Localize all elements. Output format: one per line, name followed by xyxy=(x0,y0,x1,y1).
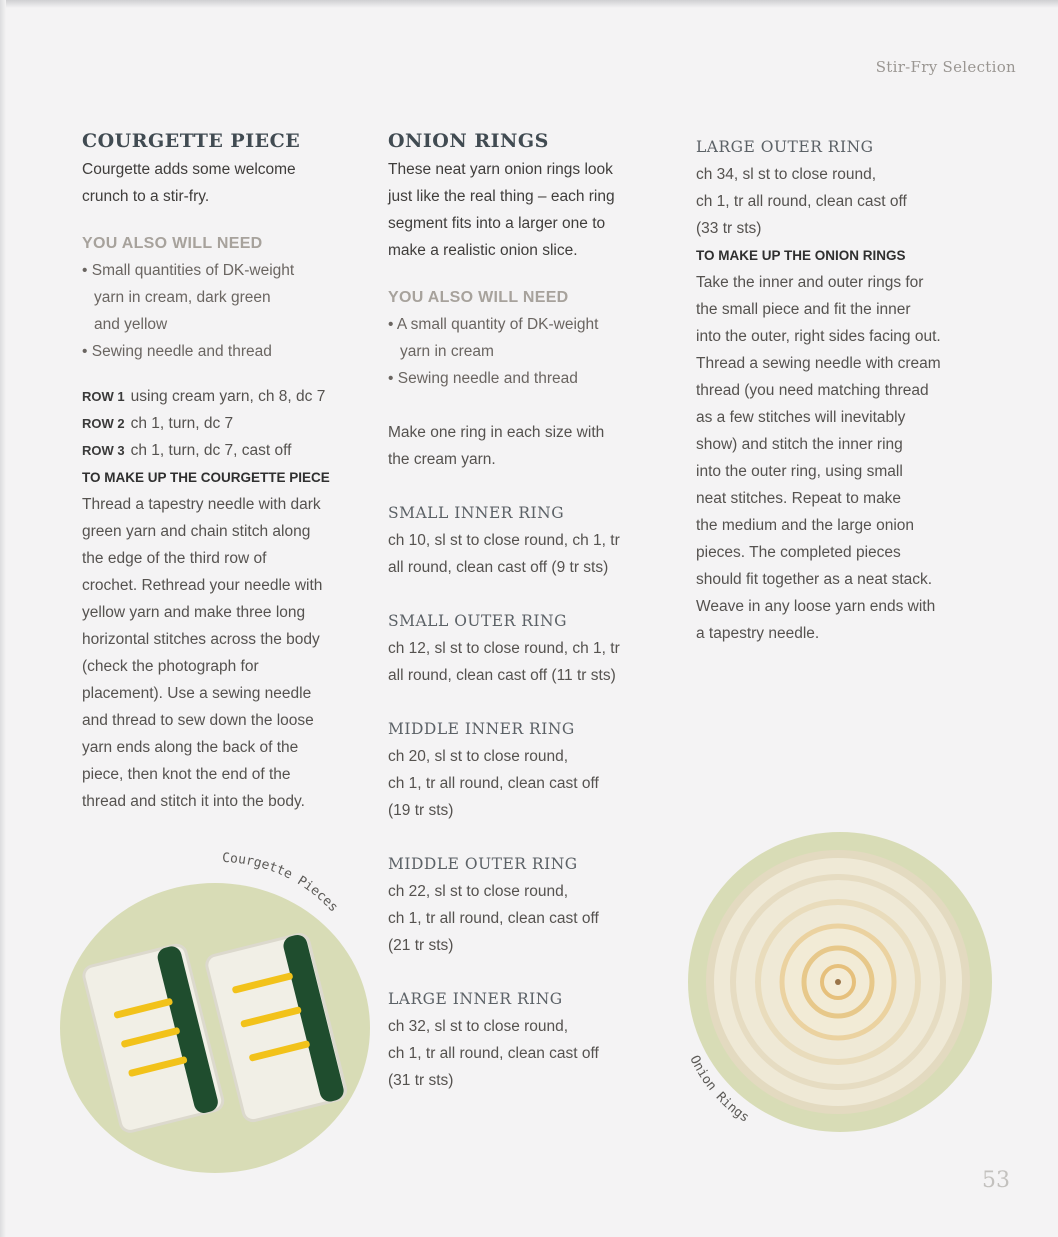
courgette-intro-line: Courgette adds some welcome xyxy=(82,161,296,178)
courgette-pieces-illustration xyxy=(60,883,370,1173)
onion-make-one: Make one ring in each size with the cream yarn. xyxy=(388,424,605,468)
onion-make-heading: TO MAKE UP THE ONION RINGS xyxy=(696,248,906,263)
ring-instruction: SMALL OUTER RING ch 12, sl st to close round, ch 1, tr all round, clean cast off (11 tr sts) xyxy=(388,608,678,689)
page-top-shadow xyxy=(0,0,1058,8)
onion-makeup-section xyxy=(696,130,996,647)
courgette-photo xyxy=(60,883,370,1173)
needs-item: • Small quantities of DK-weight yarn in cream, dark green and yellow xyxy=(82,257,372,338)
row-instruction: ROW 2 ch 1, turn, dc 7 xyxy=(82,415,234,432)
row-instruction: ROW 1 using cream yarn, ch 8, dc 7 xyxy=(82,388,326,405)
needs-item: • Sewing needle and thread xyxy=(388,365,678,392)
ring-heading: SMALL OUTER RING xyxy=(388,612,567,630)
onion-photo xyxy=(688,832,992,1132)
page-gutter-shadow xyxy=(0,0,6,1237)
courgette-intro-line: crunch to a stir-fry. xyxy=(82,188,210,205)
page-number: 53 xyxy=(982,1168,1010,1193)
courgette-rows xyxy=(82,383,372,464)
ring-heading: MIDDLE INNER RING xyxy=(388,720,575,738)
onion-title: ONION RINGS xyxy=(388,130,549,152)
ring-instruction: LARGE INNER RING ch 32, sl st to close round, ch 1, tr all round, clean cast off (31 tr sts) xyxy=(388,986,678,1094)
ring-heading: LARGE OUTER RING xyxy=(696,138,874,156)
courgette-needs-list xyxy=(82,257,372,365)
onion-caption: Onion Rings xyxy=(686,1053,752,1126)
ring-heading: SMALL INNER RING xyxy=(388,504,565,522)
courgette-title: COURGETTE PIECE xyxy=(82,130,301,152)
ring-instruction: MIDDLE INNER RING ch 20, sl st to close round, ch 1, tr all round, clean cast off (19 tr sts) xyxy=(388,716,678,824)
ring-heading: LARGE INNER RING xyxy=(388,990,563,1008)
needs-item: • A small quantity of DK-weight yarn in cream xyxy=(388,311,678,365)
onion-rings-illustration xyxy=(688,832,992,1132)
ring-instruction: MIDDLE OUTER RING ch 22, sl st to close round, ch 1, tr all round, clean cast off (21 tr sts) xyxy=(388,851,678,959)
courgette-make-heading: TO MAKE UP THE COURGETTE PIECE xyxy=(82,470,330,485)
onion-intro: These neat yarn onion rings look just like the real thing – each ring segment fits into a larger one to make a realistic onion slice. xyxy=(388,161,615,259)
onion-needs-list xyxy=(388,311,678,392)
courgette-make-text: Thread a tapestry needle with dark green yarn and chain stitch along the edge of the third row of crochet. Rethread your needle with yellow yarn and make three long horizontal stitches across the body (check the photograph for placement). Use a sewing needle and thread to sew down the loose yarn ends along the back of the piece, then knot the end of the thread and stitch it into the body. xyxy=(82,496,323,810)
ring-instruction: LARGE OUTER RING ch 34, sl st to close round, ch 1, tr all round, clean cast off (33 tr sts) xyxy=(696,134,996,242)
row-instruction: ROW 3 ch 1, turn, dc 7, cast off xyxy=(82,442,292,459)
running-head: Stir-Fry Selection xyxy=(875,58,1016,76)
ring-heading: MIDDLE OUTER RING xyxy=(388,855,578,873)
courgette-caption: Courgette Pieces xyxy=(221,850,341,916)
ring-instruction: SMALL INNER RING ch 10, sl st to close round, ch 1, tr all round, clean cast off (9 tr sts) xyxy=(388,500,678,581)
onion-need-heading: YOU ALSO WILL NEED xyxy=(388,289,569,306)
needs-item: • Sewing needle and thread xyxy=(82,338,372,365)
onion-make-text: Take the inner and outer rings for the small piece and fit the inner into the outer, right sides facing out. Thread a sewing needle with cream thread (you need matching thread as a few stitches will inevitably show) and stitch the inner ring into the outer ring, using small neat stitches. Repeat to make the medium and the large onion pieces. The completed pieces should fit together as a neat stack. Weave in any loose yarn ends with a tapestry needle. xyxy=(696,274,941,642)
courgette-section xyxy=(82,130,372,815)
onion-section xyxy=(388,130,678,1121)
courgette-need-heading: YOU ALSO WILL NEED xyxy=(82,235,263,252)
